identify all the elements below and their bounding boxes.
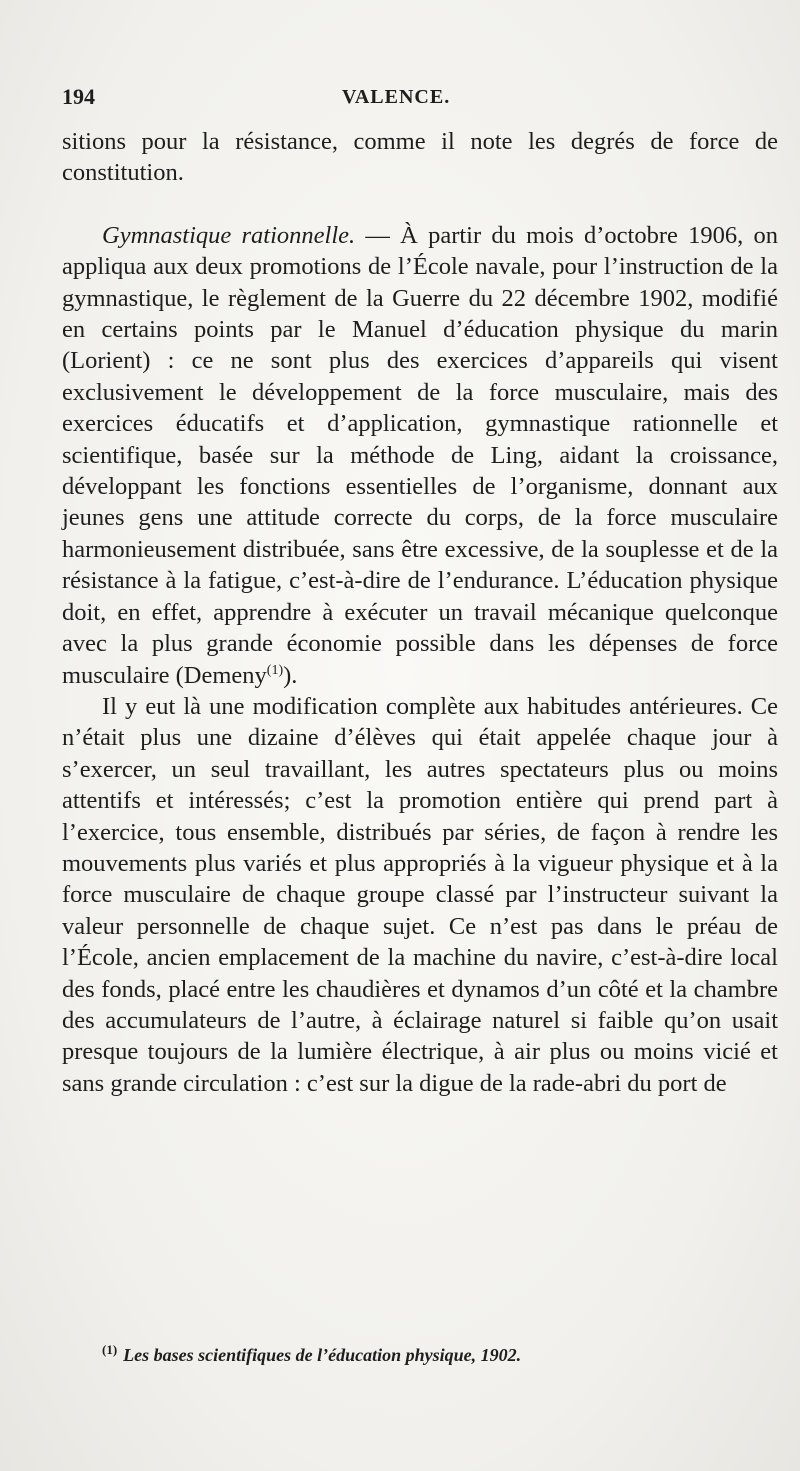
footnote [102, 1342, 742, 1366]
section-title: Gymnastique rationnelle. [102, 221, 356, 249]
body-text [62, 126, 778, 1099]
page-header [62, 84, 730, 114]
running-head: VALENCE. [342, 86, 451, 108]
footnote-reference: (1) [266, 662, 284, 678]
paragraph-gymnastique [62, 220, 778, 691]
paragraph-gymnastique-text: À partir du mois d’octobre 1906, on appliqua aux deux promotions de l’École navale, pour l’instruction de la gymnastique, le règlement de la Guerre du 22 décembre 1902, modifié en certains points par le Manuel d’éducation physique du marin (Lorient) : ce ne sont plus des exercices d’appareils qui visent exclusivement le développement de la force musculaire, mais des exercices éducatifs et d’application, gymnastique rationnelle et scientifique, basée sur la méthode de Ling, aidant la croissance, développant les fonctions essentielles de l’organisme, donnant aux jeunes gens une attitude correcte du corps, de la force musculaire harmonieusement distribuée, sans être excessive, de la souplesse et de la résistance à la fatigue, c’est-à-dire de l’endurance. L’éducation physique doit, en effet, apprendre à exécuter un travail mécanique quelconque avec la plus grande économie possible dans les dépenses de force musculaire (Demeny [62, 221, 778, 689]
paragraph-continuation: sitions pour la résistance, comme il note les degrés de force de constitution. [62, 128, 778, 187]
title-dash: — [355, 221, 401, 249]
paragraph-gymnastique-end: ). [283, 661, 298, 689]
paragraph-modification: Il y eut là une modification complète aux habitudes antérieures. Ce n’était plus une dizaine d’élèves qui était appelée chaque jour à s’exercer, un seul travaillant, les autres spectateurs plus ou moins attentifs et intéressés; c’est la promotion entière qui prend part à l’exercice, tous ensemble, distribués par séries, de façon à rendre les mouvements plus variés et plus appropriés à la vigueur physique et à la force musculaire de chaque groupe classé par l’instructeur suivant la valeur personnelle de chaque sujet. Ce n’est pas dans le préau de l’École, ancien emplacement de la machine du navire, c’est-à-dire local des fonds, placé entre les chaudières et dynamos d’un côté et la chambre des accumulateurs de l’autre, à éclairage naturel si faible qu’on usait presque toujours de la lumière électrique, à air plus ou moins vicié et sans grande circulation : c’est sur la digue de la rade-abri du port de [62, 692, 778, 1097]
footnote-text: Les bases scientifiques de l’éducation physique, 1902. [123, 1345, 522, 1365]
footnote-mark: (1) [102, 1342, 118, 1357]
page-number: 194 [62, 84, 95, 109]
